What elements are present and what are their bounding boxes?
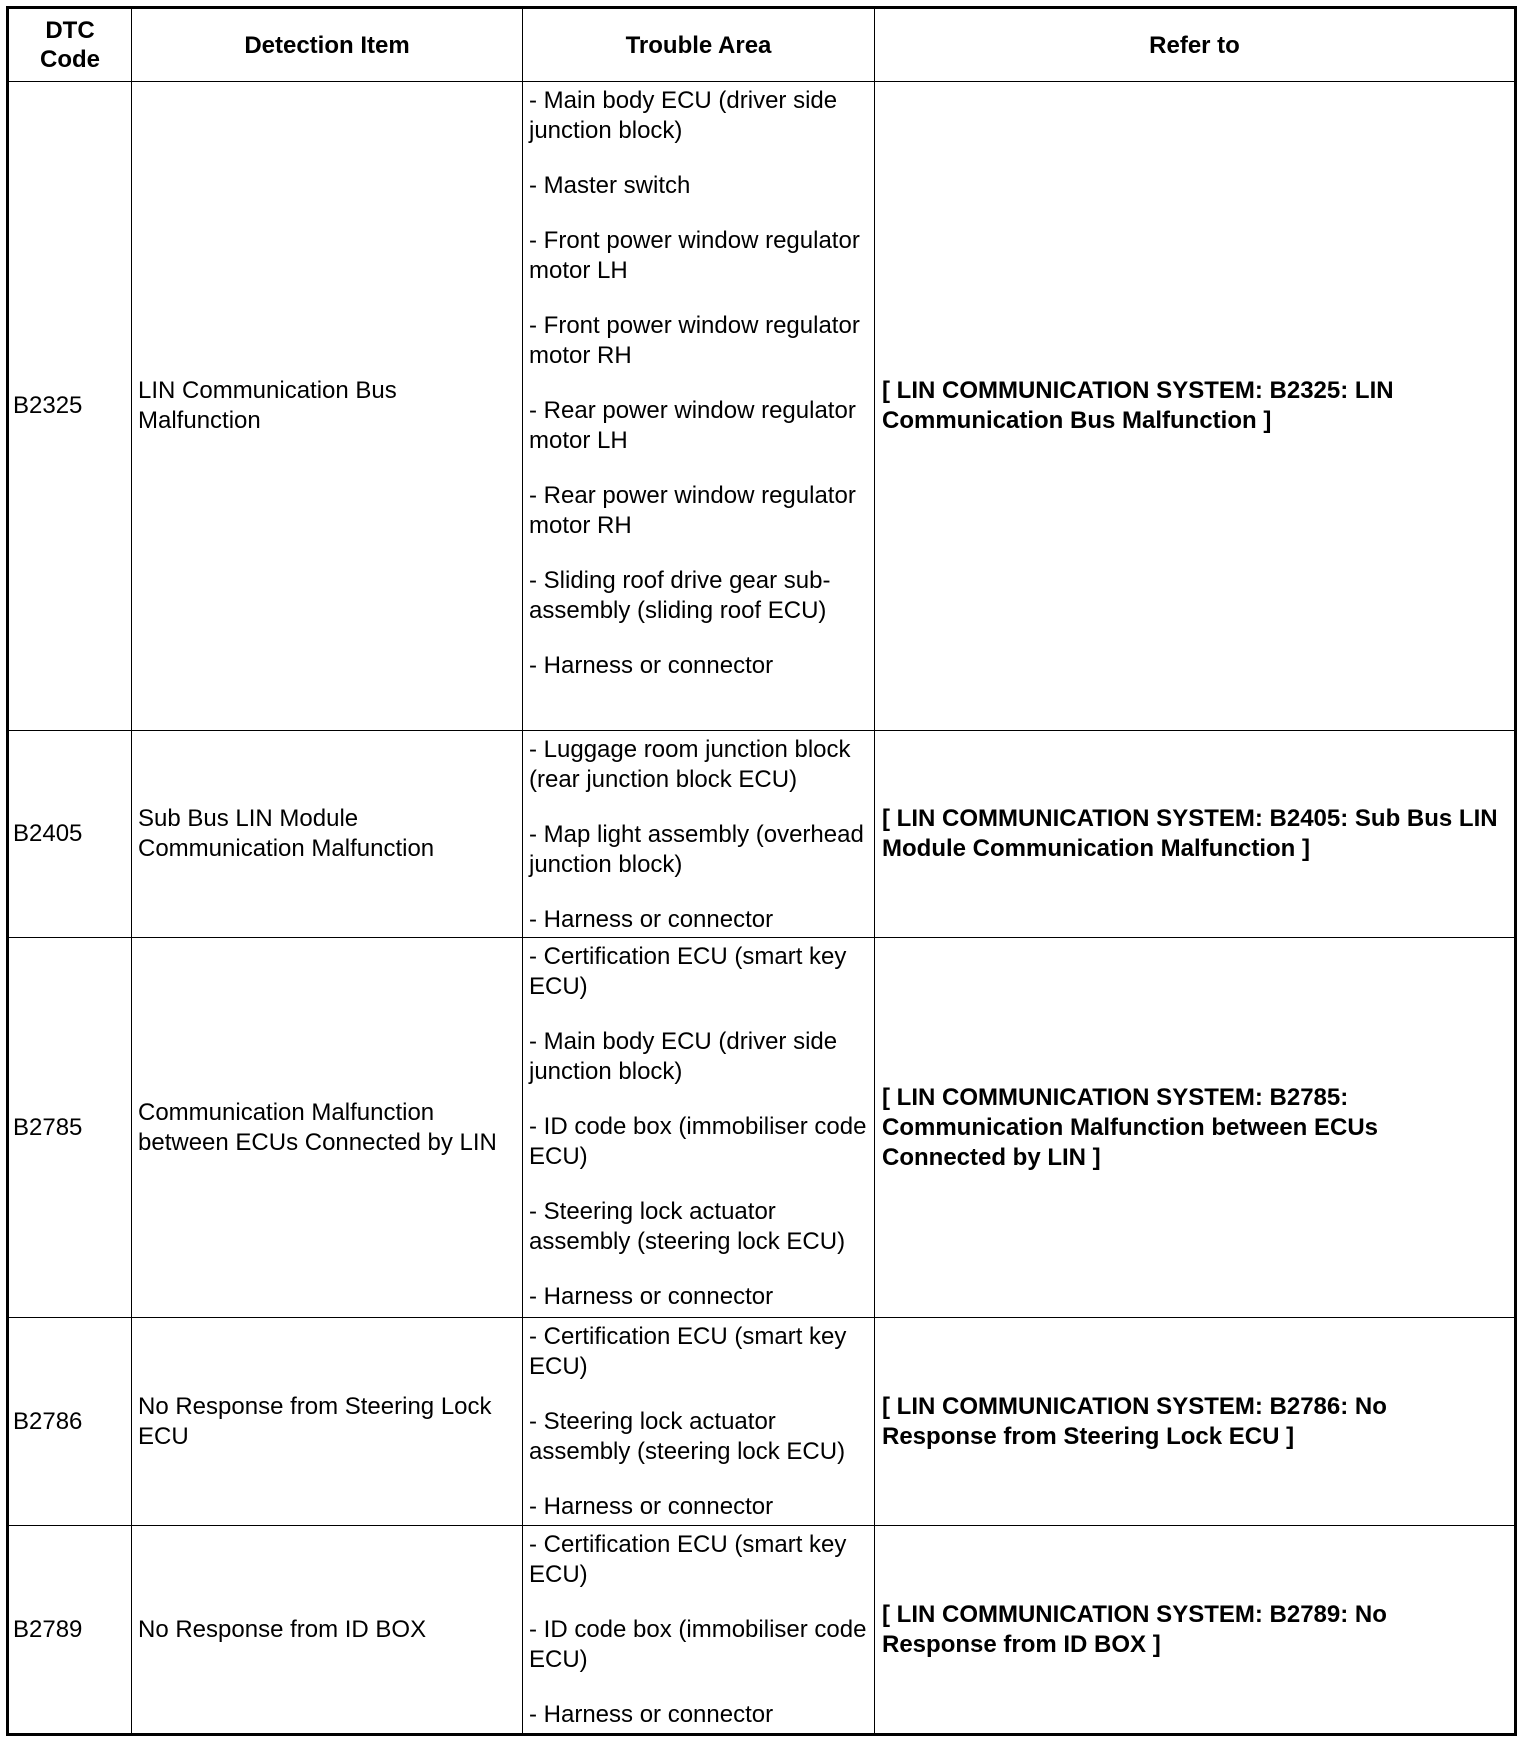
header-dtc-code [8,8,132,82]
header-trouble-area: Trouble Area [523,8,875,82]
trouble-area-cell [523,1526,875,1735]
table-header [8,8,1516,82]
header-refer-to: Refer to [875,8,1516,82]
dtc-code-cell: B2405 [8,730,132,938]
trouble-area-item: - Harness or connector [529,1493,774,1521]
trouble-area-item: - ID code box (immobiliser code ECU) [529,1616,867,1674]
trouble-area-item: - Sliding roof drive gear sub-assembly (sliding roof ECU) [529,567,831,624]
detection-item-cell: Sub Bus LIN Module Communication Malfunction [132,730,523,938]
trouble-area-item: - Rear power window regulator motor RH [529,482,856,539]
trouble-area-item: - Main body ECU (driver side junction block) [529,87,838,144]
dtc-code-cell: B2786 [8,1318,132,1526]
refer-to-link[interactable]: [ LIN COMMUNICATION SYSTEM: B2786: No Response from Steering Lock ECU ] [875,1318,1516,1526]
header-code-line1: DTC [45,17,95,44]
trouble-area-item: - Main body ECU (driver side junction block) [529,1028,838,1086]
trouble-area-item: - Harness or connector [529,905,774,933]
table-row [8,1526,1516,1735]
header-detection-item: Detection Item [132,8,523,82]
trouble-area-item: - Certification ECU (smart key ECU) [529,1531,847,1589]
trouble-area-cell [523,82,875,731]
trouble-area-item: - Harness or connector [529,1283,774,1311]
table-row [8,730,1516,938]
refer-to-link[interactable]: [ LIN COMMUNICATION SYSTEM: B2785: Communication Malfunction between ECUs Connected by LIN ] [875,938,1516,1318]
detection-item-cell: Communication Malfunction between ECUs Connected by LIN [132,938,523,1318]
detection-item-cell: No Response from Steering Lock ECU [132,1318,523,1526]
header-code-line2: Code [40,46,100,73]
refer-to-link[interactable]: [ LIN COMMUNICATION SYSTEM: B2789: No Response from ID BOX ] [875,1526,1516,1735]
trouble-area-cell [523,1318,875,1526]
dtc-code-cell: B2325 [8,82,132,731]
detection-item-cell: No Response from ID BOX [132,1526,523,1735]
dtc-code-cell: B2785 [8,938,132,1318]
table-row [8,938,1516,1318]
trouble-area-item: - Front power window regulator motor RH [529,312,860,369]
trouble-area-item: - Harness or connector [529,1701,774,1729]
trouble-area-item: - Master switch [529,172,691,199]
trouble-area-cell [523,938,875,1318]
refer-to-link[interactable]: [ LIN COMMUNICATION SYSTEM: B2405: Sub Bus LIN Module Communication Malfunction ] [875,730,1516,938]
trouble-area-item: - Rear power window regulator motor LH [529,397,856,454]
table-body [8,82,1516,1735]
detection-item-cell: LIN Communication Bus Malfunction [132,82,523,731]
header-row [8,8,1516,82]
refer-to-link[interactable]: [ LIN COMMUNICATION SYSTEM: B2325: LIN Communication Bus Malfunction ] [875,82,1516,731]
dtc-code-cell: B2789 [8,1526,132,1735]
trouble-area-item: - Certification ECU (smart key ECU) [529,943,847,1001]
trouble-area-item: - Certification ECU (smart key ECU) [529,1323,847,1381]
trouble-area-item: - Front power window regulator motor LH [529,227,860,284]
trouble-area-cell [523,730,875,938]
table-row [8,82,1516,731]
trouble-area-item: - ID code box (immobiliser code ECU) [529,1113,867,1171]
trouble-area-item: - Harness or connector [529,652,774,679]
trouble-area-item: - Steering lock actuator assembly (steering lock ECU) [529,1408,846,1466]
dtc-table [6,6,1517,1736]
trouble-area-item: - Map light assembly (overhead junction block) [529,820,864,878]
trouble-area-item: - Luggage room junction block (rear junction block ECU) [529,735,851,793]
table-row [8,1318,1516,1526]
trouble-area-item: - Steering lock actuator assembly (steering lock ECU) [529,1198,846,1256]
